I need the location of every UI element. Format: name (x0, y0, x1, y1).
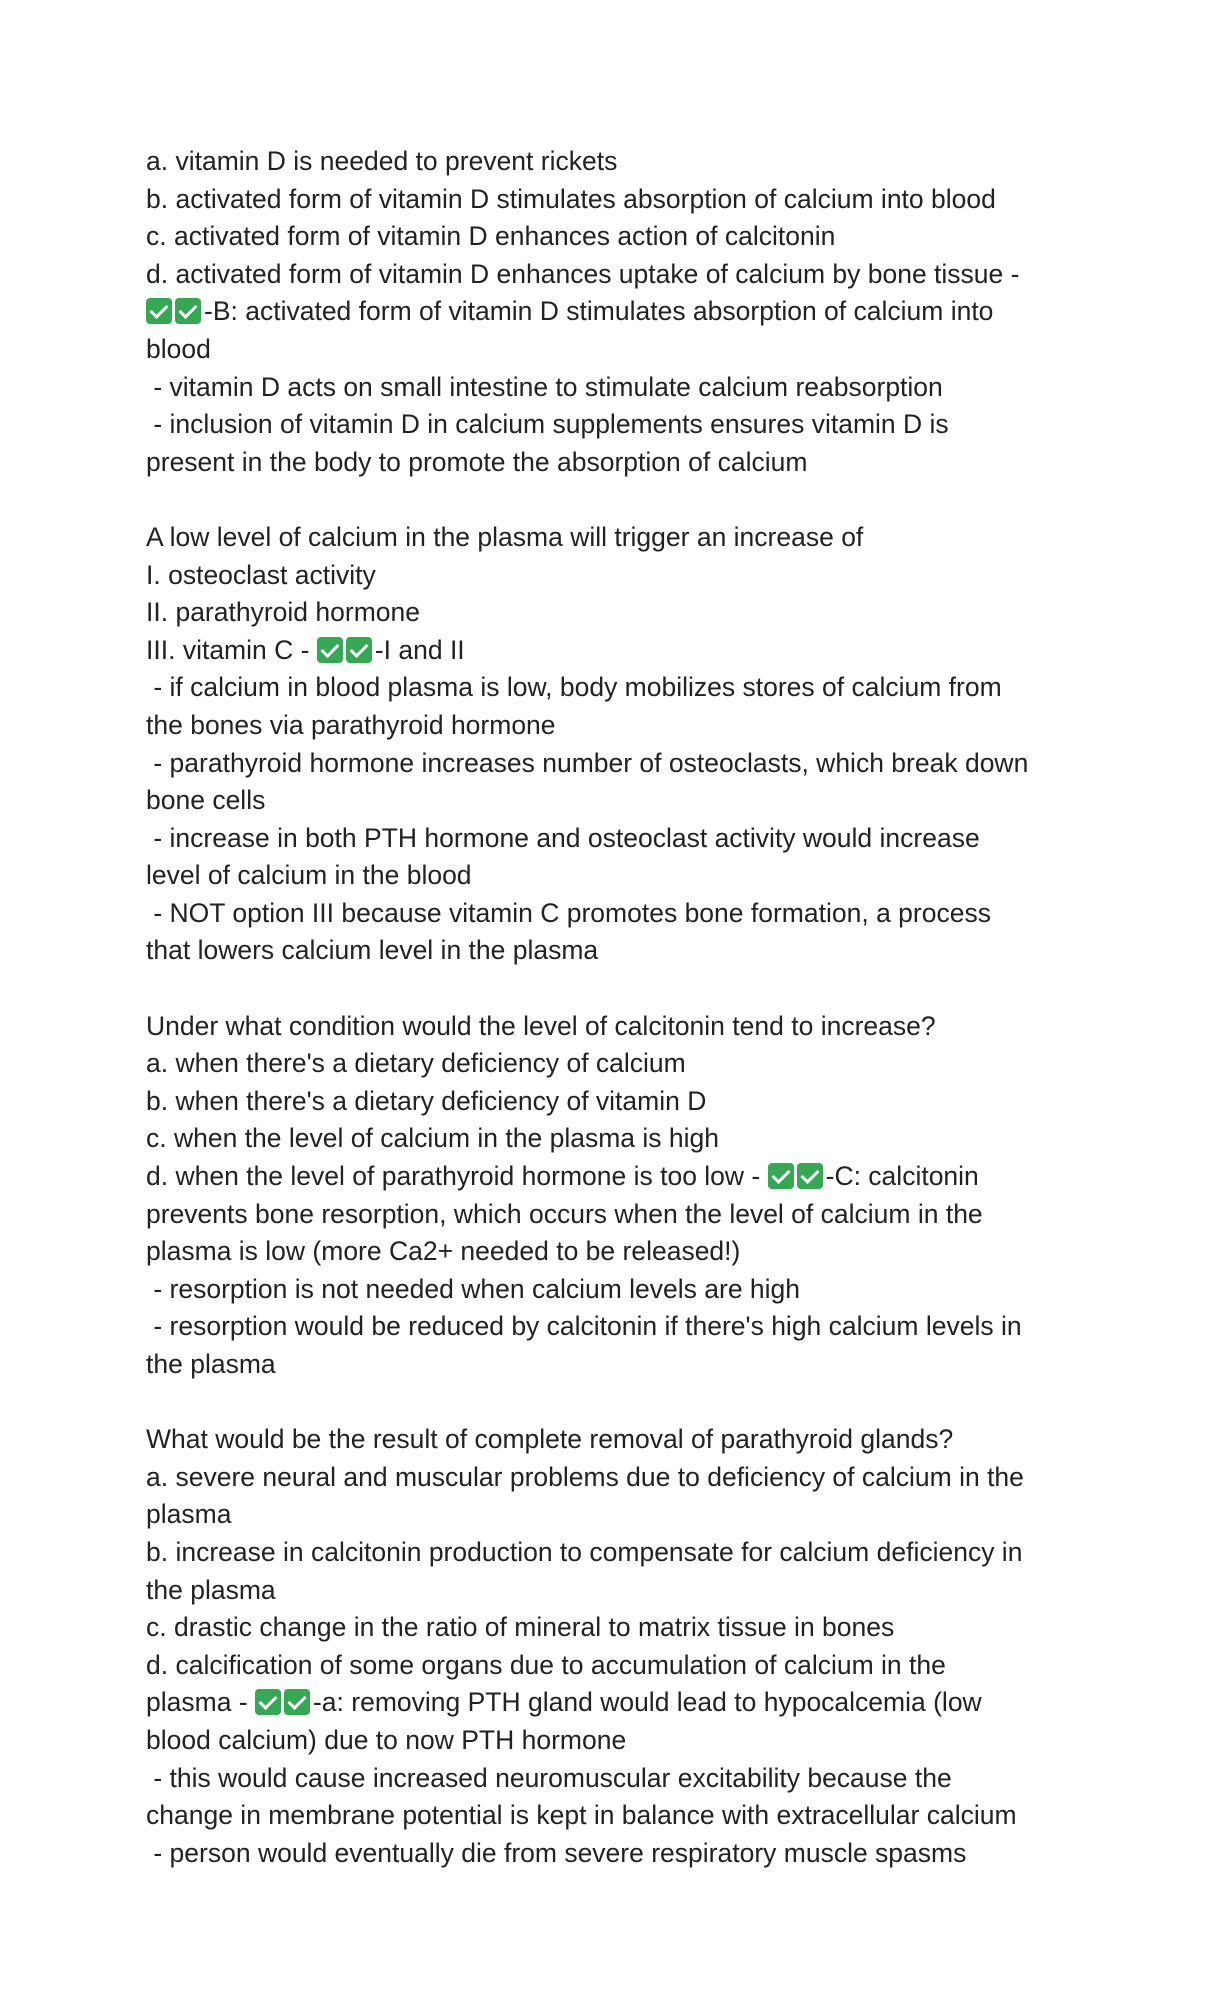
text-line: - this would cause increased neuromuscular excitability because the (146, 1762, 952, 1793)
answer-prefix: d. when the level of parathyroid hormone is too low - (146, 1161, 768, 1192)
text-line: b. activated form of vitamin D stimulates absorption of calcium into blood (146, 183, 996, 214)
question-text: A low level of calcium in the plasma will trigger an increase of (146, 521, 864, 552)
check-mark-icon (317, 637, 343, 663)
text-line: - parathyroid hormone increases number of osteoclasts, which break down (146, 747, 1029, 778)
text-line: a. severe neural and muscular problems due to deficiency of calcium in the (146, 1461, 1024, 1492)
answer-prefix: plasma - (146, 1687, 255, 1718)
text-line: c. when the level of calcium in the plasma is high (146, 1123, 719, 1154)
check-mark-icon (175, 298, 201, 324)
check-mark-icon (768, 1163, 794, 1189)
text-line: present in the body to promote the absorption of calcium (146, 446, 808, 477)
answer-line (146, 632, 1106, 670)
check-mark-icon (255, 1689, 281, 1715)
text-line: - resorption is not needed when calcium levels are high (146, 1273, 801, 1304)
answer-text: -a: removing PTH gland would lead to hypocalcemia (low (312, 1687, 982, 1718)
text-line: c. drastic change in the ratio of mineral to matrix tissue in bones (146, 1612, 895, 1643)
check-mark-icon (797, 1163, 823, 1189)
text-line: - person would eventually die from severe respiratory muscle spasms (146, 1837, 967, 1868)
text-line: plasma (146, 1499, 232, 1530)
document-page (146, 143, 1106, 1872)
text-line: - NOT option III because vitamin C promotes bone formation, a process (146, 897, 991, 928)
check-mark-icon (146, 298, 172, 324)
answer-line (146, 293, 1106, 331)
text-line: the plasma (146, 1349, 276, 1379)
paragraph-gap (146, 970, 1106, 1008)
answer-text: -I and II (374, 634, 465, 665)
answer-text: -B: activated form of vitamin D stimulates absorption of calcium into (204, 296, 994, 327)
text-line: - resorption would be reduced by calcitonin if there's high calcium levels in (146, 1311, 1022, 1342)
text-line: prevents bone resorption, which occurs when the level of calcium in the (146, 1198, 983, 1229)
text-line: - increase in both PTH hormone and osteoclast activity would increase (146, 822, 980, 853)
check-mark-icon (284, 1689, 310, 1715)
question-text: Under what condition would the level of calcitonin tend to increase? (146, 1010, 936, 1041)
text-line: b. increase in calcitonin production to compensate for calcium deficiency in (146, 1536, 1023, 1567)
check-mark-icon (346, 637, 372, 663)
text-line: change in membrane potential is kept in balance with extracellular calcium (146, 1800, 1017, 1831)
text-line: I. osteoclast activity (146, 559, 376, 590)
paragraph-gap (146, 1384, 1106, 1422)
text-line: the bones via parathyroid hormone (146, 709, 556, 740)
text-line: - vitamin D acts on small intestine to stimulate calcium reabsorption (146, 371, 943, 402)
question-block-4 (146, 1421, 1106, 1872)
question-block-3 (146, 1008, 1106, 1384)
text-line: blood (146, 333, 211, 364)
text-line: the plasma (146, 1574, 276, 1605)
text-line: d. activated form of vitamin D enhances uptake of calcium by bone tissue - (146, 258, 1020, 289)
text-line: d. calcification of some organs due to accumulation of calcium in the (146, 1649, 946, 1680)
text-line: blood calcium) due to now PTH hormone (146, 1724, 627, 1755)
answer-line (146, 1158, 1106, 1196)
text-line: c. activated form of vitamin D enhances action of calcitonin (146, 221, 836, 252)
paragraph-gap (146, 481, 1106, 519)
text-line: - if calcium in blood plasma is low, body mobilizes stores of calcium from (146, 672, 1002, 703)
question-block-2 (146, 519, 1106, 970)
answer-text: -C: calcitonin (825, 1161, 979, 1192)
text-line: that lowers calcium level in the plasma (146, 935, 599, 966)
text-line: - inclusion of vitamin D in calcium supplements ensures vitamin D is (146, 409, 949, 440)
text-line: a. vitamin D is needed to prevent rickets (146, 146, 618, 176)
text-line: level of calcium in the blood (146, 860, 472, 891)
text-line: b. when there's a dietary deficiency of vitamin D (146, 1085, 707, 1116)
text-line: II. parathyroid hormone (146, 597, 420, 628)
answer-line (146, 1684, 1106, 1722)
answer-prefix: III. vitamin C - (146, 634, 317, 665)
text-line: a. when there's a dietary deficiency of calcium (146, 1048, 686, 1079)
question-text: What would be the result of complete removal of parathyroid glands? (146, 1424, 954, 1455)
question-block-1 (146, 143, 1106, 481)
text-line: plasma is low (more Ca2+ needed to be released!) (146, 1236, 741, 1267)
text-line: bone cells (146, 785, 266, 816)
